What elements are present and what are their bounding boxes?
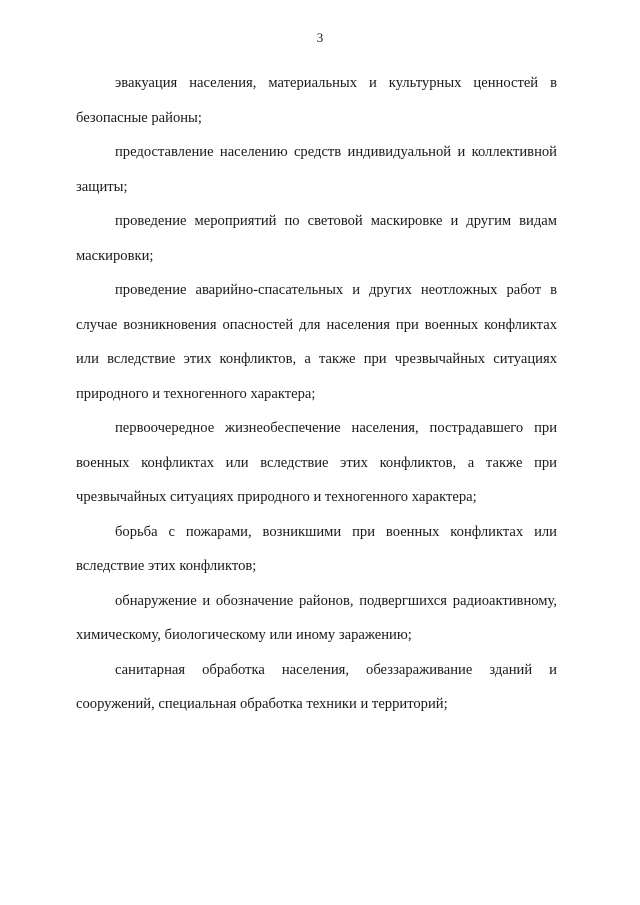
paragraph-life-support: первоочередное жизнеобеспечение населения, пострадавшего при военных конфликтах или вследствие этих конфликтов, а также при чрезвычайных ситуациях природного и техногенного характера;	[76, 420, 557, 505]
paragraph-firefighting: борьба с пожарами, возникшими при военных конфликтах или вследствие этих конфликтов;	[76, 523, 557, 574]
document-body	[76, 66, 557, 722]
paragraph-camouflage: проведение мероприятий по световой маскировке и другим видам маскировки;	[76, 213, 557, 264]
paragraph-contamination-detection: обнаружение и обозначение районов, подвергшихся радиоактивному, химическому, биологическому или иному заражению;	[76, 592, 557, 643]
paragraph-sanitary-treatment: санитарная обработка населения, обеззараживание зданий и сооружений, специальная обработка техники и территорий;	[76, 661, 557, 712]
paragraph-rescue-works: проведение аварийно-спасательных и других неотложных работ в случае возникновения опасностей для населения при военных конфликтах или вследствие этих конфликтов, а также при чрезвычайных ситуациях природного и техногенного характера;	[76, 282, 557, 402]
paragraph-evacuation: эвакуация населения, материальных и культурных ценностей в безопасные районы;	[76, 75, 557, 126]
page-number: 3	[316, 30, 324, 45]
paragraph-protection-means: предоставление населению средств индивидуальной и коллективной защиты;	[76, 144, 557, 195]
